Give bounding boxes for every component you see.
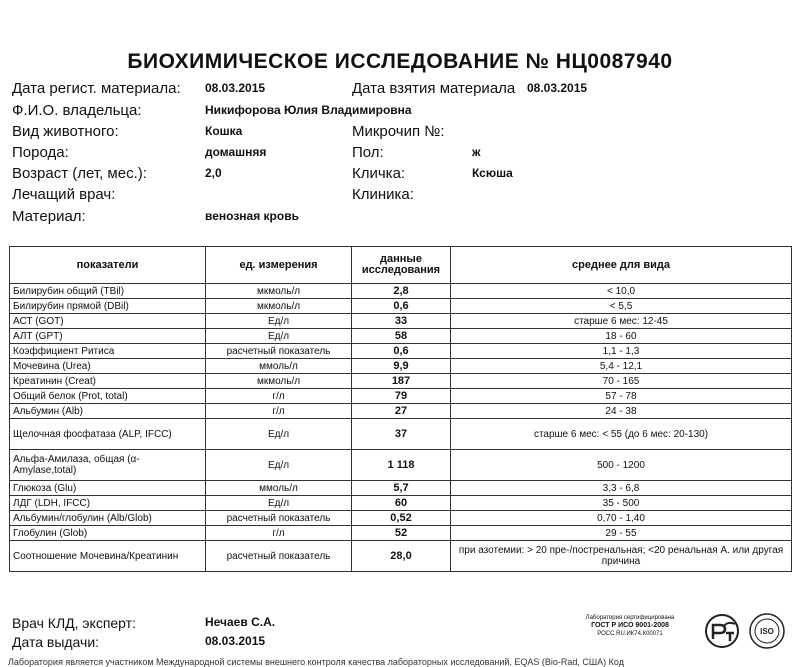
row-reference: 57 - 78	[451, 389, 792, 404]
row-value: 0,6	[352, 344, 451, 359]
row-unit: ммоль/л	[206, 481, 352, 496]
nickname-label: Кличка:	[352, 165, 406, 182]
row-unit: мкмоль/л	[206, 299, 352, 314]
owner-value: Никифорова Юлия Владимировна	[205, 103, 412, 117]
nickname-row	[352, 165, 513, 182]
row-reference: 500 - 1200	[451, 450, 792, 481]
expert-value: Нечаев С.А.	[205, 615, 276, 629]
row-unit: г/л	[206, 404, 352, 419]
row-unit: Ед/л	[206, 419, 352, 450]
issue-value: 08.03.2015	[205, 634, 266, 648]
species-value: Кошка	[205, 124, 243, 138]
breed-value: домашняя	[205, 145, 267, 159]
row-value: 28,0	[352, 541, 451, 572]
row-value: 58	[352, 329, 451, 344]
age-value: 2,0	[205, 166, 222, 180]
svg-text:ISO: ISO	[760, 627, 774, 636]
table-row	[10, 389, 792, 404]
table-header-row	[10, 247, 792, 284]
row-reference: старше 6 мес: 12-45	[451, 314, 792, 329]
row-name: Коэффициент Ритиса	[10, 344, 206, 359]
row-reference: 1,1 - 1,3	[451, 344, 792, 359]
row-name: Мочевина (Urea)	[10, 359, 206, 374]
results-table	[9, 246, 792, 572]
take-date-row	[352, 80, 588, 97]
header-parameter: показатели	[10, 247, 206, 284]
row-value: 0,52	[352, 511, 451, 526]
row-value: 52	[352, 526, 451, 541]
row-value: 2,8	[352, 284, 451, 299]
row-reference: 29 - 55	[451, 526, 792, 541]
row-unit: Ед/л	[206, 450, 352, 481]
reg-date-value: 08.03.2015	[205, 81, 266, 95]
table-row	[10, 450, 792, 481]
doctor-label: Лечащий врач:	[12, 186, 116, 203]
species-row	[12, 123, 243, 140]
breed-row	[12, 144, 267, 161]
cert-line-2: ГОСТ Р ИСО 9001-2008	[591, 622, 669, 629]
row-name: Креатинин (Creat)	[10, 374, 206, 389]
row-reference: 3,3 - 6,8	[451, 481, 792, 496]
row-reference: < 10,0	[451, 284, 792, 299]
expert-row	[12, 615, 276, 631]
cert-line-1: Лаборатория сертифицирована	[585, 615, 675, 621]
row-unit: расчетный показатель	[206, 541, 352, 572]
row-name: Билирубин общий (TBil)	[10, 284, 206, 299]
sex-label: Пол:	[352, 144, 384, 161]
row-unit: мкмоль/л	[206, 374, 352, 389]
table-row	[10, 329, 792, 344]
reg-date-row	[12, 80, 266, 97]
row-reference: старше 6 мес: < 55 (до 6 мес: 20-130)	[451, 419, 792, 450]
row-value: 187	[352, 374, 451, 389]
row-name: Альфа-Амилаза, общая (α-Amylase,total)	[10, 450, 206, 481]
row-value: 37	[352, 419, 451, 450]
row-unit: Ед/л	[206, 314, 352, 329]
header-unit: ед. измерения	[206, 247, 352, 284]
species-label: Вид животного:	[12, 123, 119, 140]
table-row	[10, 344, 792, 359]
age-label: Возраст (лет, мес.):	[12, 165, 147, 182]
row-reference: < 5,5	[451, 299, 792, 314]
row-unit: мкмоль/л	[206, 284, 352, 299]
row-reference: при азотемии: > 20 пре-/постренальная; <20 ренальная А. или другая причина	[451, 541, 792, 572]
table-row	[10, 314, 792, 329]
take-date-label: Дата взятия материала	[352, 80, 516, 97]
table-row	[10, 284, 792, 299]
rst-certification-logo-icon	[702, 612, 742, 650]
row-value: 9,9	[352, 359, 451, 374]
row-name: АСТ (GOT)	[10, 314, 206, 329]
owner-label: Ф.И.О. владельца:	[12, 102, 142, 119]
clinic-label: Клиника:	[352, 186, 414, 203]
table-row	[10, 359, 792, 374]
doctor-row	[12, 186, 115, 203]
table-row	[10, 404, 792, 419]
take-date-value: 08.03.2015	[527, 81, 588, 95]
reg-date-label: Дата регист. материала:	[12, 80, 181, 97]
report-title: БИОХИМИЧЕСКОЕ ИССЛЕДОВАНИЕ № НЦ0087940	[127, 50, 673, 73]
issue-label: Дата выдачи:	[12, 634, 100, 650]
row-value: 33	[352, 314, 451, 329]
table-row	[10, 541, 792, 572]
iso-certification-logo-icon	[748, 612, 786, 650]
row-unit: г/л	[206, 389, 352, 404]
row-reference: 0,70 - 1,40	[451, 511, 792, 526]
sex-value: ж	[472, 145, 481, 159]
material-row	[12, 208, 299, 225]
row-value: 60	[352, 496, 451, 511]
expert-label: Врач КЛД, эксперт:	[12, 615, 136, 631]
table-row	[10, 526, 792, 541]
row-value: 5,7	[352, 481, 451, 496]
row-value: 27	[352, 404, 451, 419]
eqas-footnote: Лаборатория является участником Международной системы внешнего контроля качества лабораторных исследований, EQAS (Bio-Rad, США) Код	[8, 657, 624, 667]
material-label: Материал:	[12, 208, 86, 225]
sex-row	[352, 144, 481, 161]
row-unit: г/л	[206, 526, 352, 541]
row-value: 1 118	[352, 450, 451, 481]
table-row	[10, 481, 792, 496]
row-value: 0,6	[352, 299, 451, 314]
cert-line-3: РОСС RU.ИК74.К00071	[597, 631, 663, 637]
clinic-row	[352, 186, 414, 203]
row-reference: 70 - 165	[451, 374, 792, 389]
row-unit: ммоль/л	[206, 359, 352, 374]
header-reference: среднее для вида	[451, 247, 792, 284]
row-value: 79	[352, 389, 451, 404]
row-unit: Ед/л	[206, 329, 352, 344]
row-name: Альбумин/глобулин (Alb/Glob)	[10, 511, 206, 526]
issue-row	[12, 634, 266, 650]
row-name: Глюкоза (Glu)	[10, 481, 206, 496]
microchip-row	[352, 123, 445, 140]
table-row	[10, 299, 792, 314]
row-reference: 24 - 38	[451, 404, 792, 419]
row-name: Билирубин прямой (DBil)	[10, 299, 206, 314]
header-value: данные исследования	[352, 247, 451, 284]
microchip-label: Микрочип №:	[352, 123, 445, 140]
row-unit: расчетный показатель	[206, 344, 352, 359]
row-name: Соотношение Мочевина/Креатинин	[10, 541, 206, 572]
row-name: АЛТ (GPT)	[10, 329, 206, 344]
row-name: Щелочная фосфатаза (ALP, IFCC)	[10, 419, 206, 450]
row-name: ЛДГ (LDH, IFCC)	[10, 496, 206, 511]
age-row	[12, 165, 222, 182]
nickname-value: Ксюша	[472, 166, 513, 180]
row-reference: 35 - 500	[451, 496, 792, 511]
table-row	[10, 511, 792, 526]
row-unit: расчетный показатель	[206, 511, 352, 526]
certification-block	[565, 614, 695, 638]
row-name: Глобулин (Glob)	[10, 526, 206, 541]
table-row	[10, 496, 792, 511]
row-reference: 5,4 - 12,1	[451, 359, 792, 374]
material-value: венозная кровь	[205, 209, 299, 223]
row-reference: 18 - 60	[451, 329, 792, 344]
breed-label: Порода:	[12, 144, 69, 161]
row-name: Альбумин (Alb)	[10, 404, 206, 419]
table-row	[10, 374, 792, 389]
row-name: Общий белок (Prot, total)	[10, 389, 206, 404]
row-unit: Ед/л	[206, 496, 352, 511]
owner-row	[12, 102, 412, 119]
table-row	[10, 419, 792, 450]
